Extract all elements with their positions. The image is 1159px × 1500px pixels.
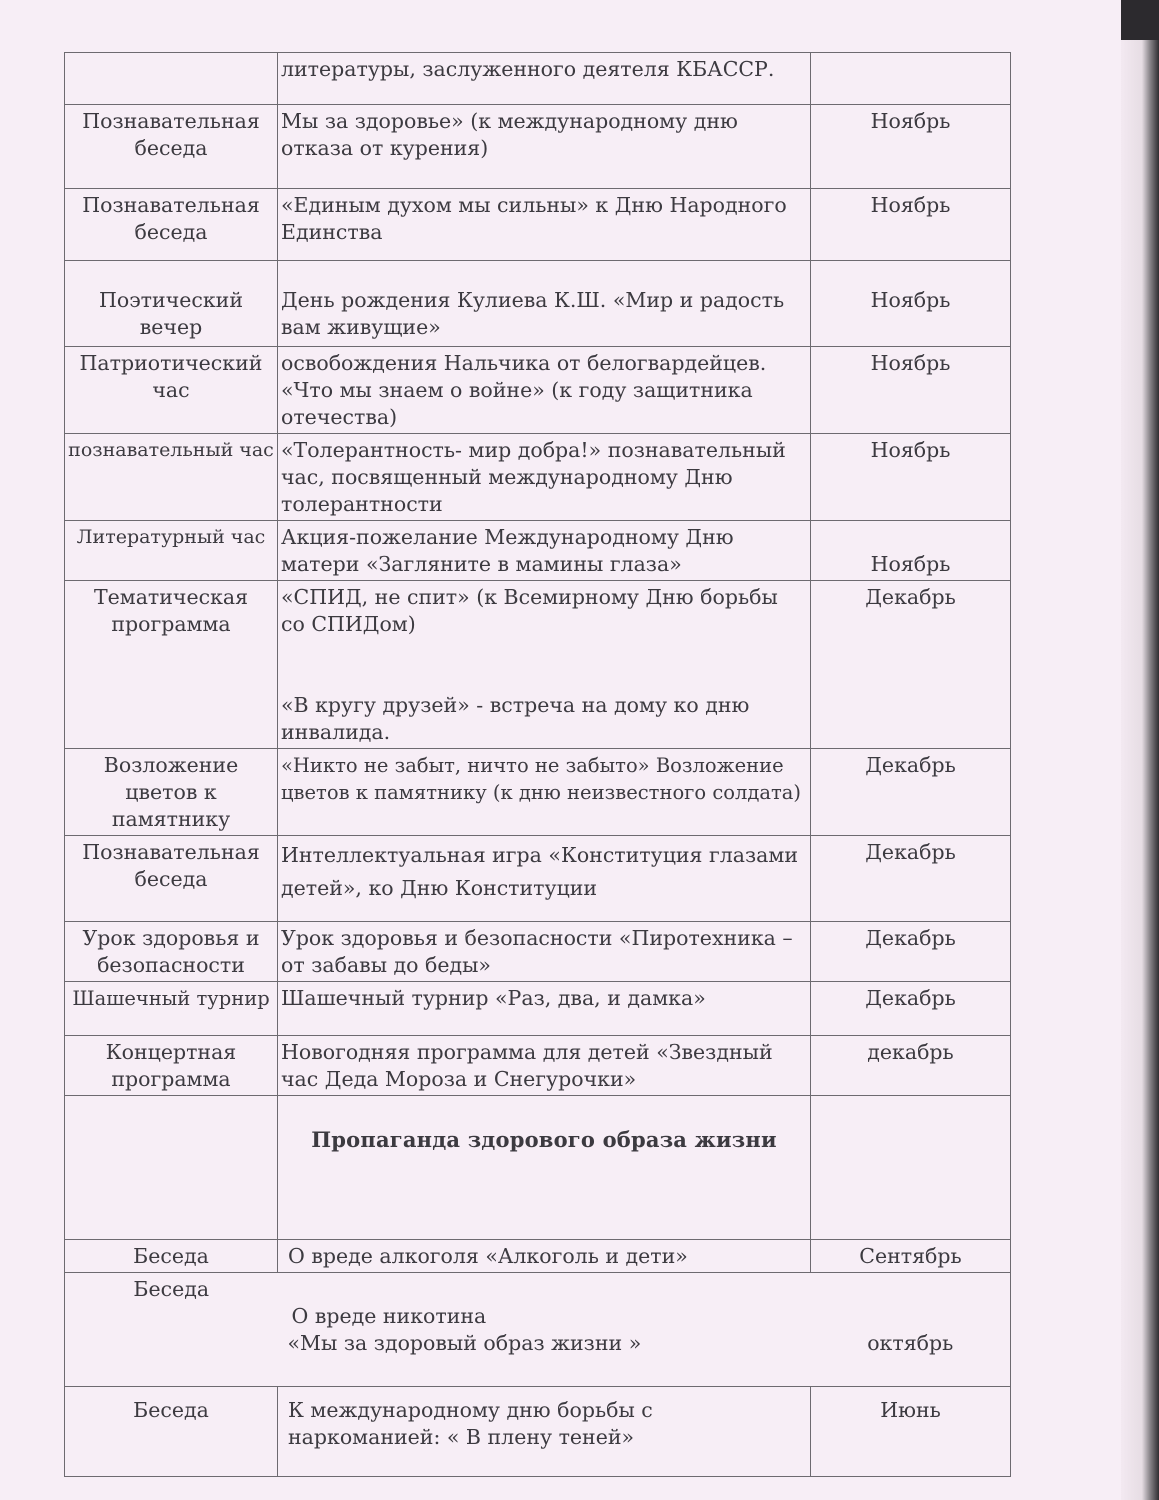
event-month-cell [811, 53, 1011, 105]
event-month-cell: Ноябрь [811, 189, 1011, 261]
event-title-text: «В кругу друзей» - встреча на дому ко дню инвалида. [281, 693, 750, 744]
event-title-cell: Мы за здоровье» (к международному дню отказа от курения) [278, 105, 811, 189]
event-plan-table [64, 52, 1011, 1477]
event-type-cell: Беседа [65, 1387, 278, 1477]
event-title-cell: литературы, заслуженного деятеля КБАССР. [278, 53, 811, 105]
event-month-cell: Ноябрь [811, 521, 1011, 581]
event-type-cell: Патриотический час [65, 347, 278, 434]
event-type-cell: Возложение цветов к памятнику [65, 749, 278, 836]
event-title-cell: Новогодняя программа для детей «Звездный час Деда Мороза и Снегурочки» [278, 1036, 811, 1096]
table-row [65, 53, 1011, 105]
event-title-cell: «Единым духом мы сильны» к Дню Народного Единства [278, 189, 811, 261]
event-month-cell: Декабрь [811, 581, 1011, 749]
event-type-cell: Познавательная беседа [65, 105, 278, 189]
section-heading: Пропаганда здорового образа жизни [311, 1127, 777, 1152]
table-row [65, 105, 1011, 189]
section-heading-cell [278, 1096, 811, 1240]
table-row [65, 189, 1011, 261]
event-month-cell: Сентябрь [811, 1240, 1011, 1273]
table-row [65, 1273, 1011, 1387]
event-type-cell: Урок здоровья и безопасности [65, 922, 278, 982]
table-row [65, 1240, 1011, 1273]
table-row [65, 982, 1011, 1036]
event-month-cell: Ноябрь [811, 105, 1011, 189]
event-type-cell: Поэтический вечер [65, 261, 278, 347]
event-title-cell: О вреде алкоголя «Алкоголь и дети» [278, 1240, 811, 1273]
event-type-cell [65, 53, 278, 105]
table-row [65, 1387, 1011, 1477]
event-type-cell: Концертная программа [65, 1036, 278, 1096]
event-type-cell: Познавательная беседа [65, 189, 278, 261]
section-heading-row [65, 1096, 1011, 1240]
event-type-cell: Беседа [65, 1273, 278, 1387]
table-row [65, 521, 1011, 581]
event-month-cell: Декабрь [811, 749, 1011, 836]
table-row [65, 434, 1011, 521]
table-row [65, 922, 1011, 982]
event-title-text: О вреде никотина [291, 1304, 487, 1328]
event-title-cell: Урок здоровья и безопасности «Пиротехника – от забавы до беды» [278, 922, 811, 982]
table-row [65, 1036, 1011, 1096]
event-month-cell: Ноябрь [811, 347, 1011, 434]
event-month-cell: Декабрь [811, 982, 1011, 1036]
event-title-cell: Акция-пожелание Международному Дню матери «Загляните в мамины глаза» [278, 521, 811, 581]
event-title-cell: День рождения Кулиева К.Ш. «Мир и радость вам живущие» [278, 261, 811, 347]
event-title-cell [278, 1273, 811, 1387]
event-type-cell: Тематическая программа [65, 581, 278, 749]
event-title-text: «СПИД, не спит» (к Всемирному Дню борьбы со СПИДом) [281, 585, 778, 636]
event-type-cell: Шашечный турнир [65, 982, 278, 1036]
table-row [65, 836, 1011, 922]
event-title-cell: Шашечный турнир «Раз, два, и дамка» [278, 982, 811, 1036]
table-row [65, 749, 1011, 836]
event-title-cell: К международному дню борьбы с наркоманией: « В плену теней» [278, 1387, 811, 1477]
event-month-cell: Июнь [811, 1387, 1011, 1477]
event-title-cell [278, 581, 811, 749]
event-title-cell: освобождения Нальчика от белогвардейцев. «Что мы знаем о войне» (к году защитника отечества) [278, 347, 811, 434]
event-title-cell: Интеллектуальная игра «Конституция глазами детей», ко Дню Конституции [278, 836, 811, 922]
event-month-cell: Ноябрь [811, 434, 1011, 521]
event-title-cell: «Никто не забыт, ничто не забыто» Возложение цветов к памятнику (к дню неизвестного солдата) [278, 749, 811, 836]
scanner-shadow-corner [1121, 0, 1159, 40]
event-month-cell: октябрь [811, 1273, 1011, 1387]
empty-cell [65, 1096, 278, 1240]
event-month-cell: декабрь [811, 1036, 1011, 1096]
table-row [65, 261, 1011, 347]
event-title-cell: «Толерантность- мир добра!» познавательный час, посвященный международному Дню толерантности [278, 434, 811, 521]
event-type-cell: Познавательная беседа [65, 836, 278, 922]
event-month-cell: Ноябрь [811, 261, 1011, 347]
event-month-cell: Декабрь [811, 922, 1011, 982]
event-type-cell: познавательный час [65, 434, 278, 521]
scanner-shadow-edge [1121, 0, 1159, 1500]
event-type-cell: Беседа [65, 1240, 278, 1273]
empty-cell [811, 1096, 1011, 1240]
table-row [65, 347, 1011, 434]
table-row [65, 581, 1011, 749]
event-title-text: «Мы за здоровый образ жизни » [287, 1331, 642, 1355]
event-month-cell: Декабрь [811, 836, 1011, 922]
event-type-cell: Литературный час [65, 521, 278, 581]
